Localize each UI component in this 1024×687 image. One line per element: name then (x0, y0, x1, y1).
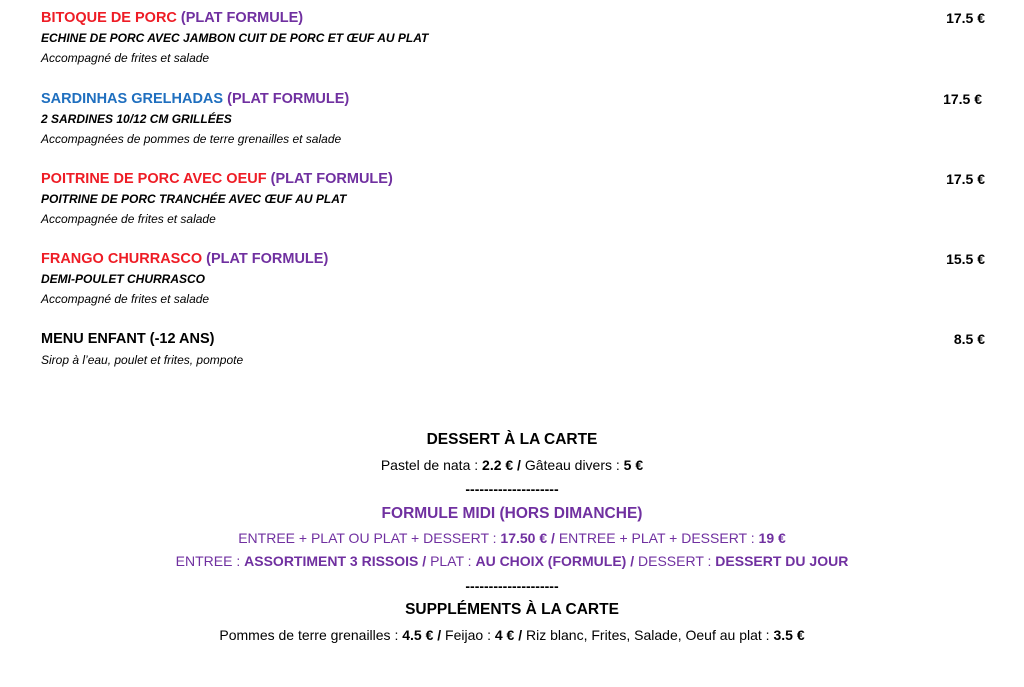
dish-menu-enfant (41, 329, 985, 370)
formule-price: 17.50 € / (500, 530, 559, 546)
supplement-price: 3.5 € (773, 627, 805, 643)
formule-price: 19 € (758, 530, 786, 546)
dish-poitrine-de-porc (41, 169, 985, 229)
dish-description: Sirop à l’eau, poulet et frites, pompote (41, 353, 244, 367)
formule-label: ENTREE + PLAT OU PLAT + DESSERT : (238, 530, 501, 546)
supplement-label: Feijao : (445, 627, 495, 643)
dish-description: Accompagné de frites et salade (41, 51, 210, 65)
dish-header (41, 329, 985, 349)
supplement-label: Riz blanc, Frites, Salade, Oeuf au plat : (526, 627, 774, 643)
dessert-item-price: 5 € (623, 457, 644, 473)
section-divider: -------------------- (465, 481, 559, 497)
dish-description: Accompagnée de frites et salade (41, 212, 216, 226)
dish-subtitle: DEMI-POULET CHURRASCO (41, 272, 205, 286)
dish-header (41, 249, 985, 269)
dish-name: SARDINHAS GRELHADAS (41, 91, 224, 107)
formule-line-1 (0, 527, 1024, 549)
supplements-title: SUPPLÉMENTS À LA CARTE (405, 601, 619, 618)
dish-name: FRANGO CHURRASCO (41, 251, 203, 267)
dish-tag: (PLAT FORMULE) (206, 251, 329, 267)
dessert-item-label: Pastel de nata : (380, 457, 483, 473)
dessert-title: DESSERT À LA CARTE (426, 431, 598, 448)
dessert-item-label: Gâteau divers : (524, 457, 624, 473)
dish-header (41, 169, 985, 189)
supplement-price: 4 € / (494, 627, 526, 643)
formule-line-2 (0, 550, 1024, 572)
dish-bitoque-de-porc (41, 8, 985, 68)
formule-label: PLAT : (430, 553, 476, 569)
dish-price: 17.5 € (946, 171, 985, 187)
dish-header (41, 8, 985, 28)
dish-tag: (PLAT FORMULE) (227, 91, 350, 107)
dish-sardinhas-grelhadas (41, 89, 985, 149)
formule-value: ASSORTIMENT 3 RISSOIS / (244, 553, 431, 569)
formule-value: AU CHOIX (FORMULE) / (475, 553, 638, 569)
formule-title: FORMULE MIDI (HORS DIMANCHE) (381, 505, 643, 522)
dish-price: 17.5 € (943, 91, 982, 107)
supplement-label: Pommes de terre grenailles : (219, 627, 403, 643)
dish-description: Accompagnées de pommes de terre grenailles et salade (41, 132, 342, 146)
supplements-line (0, 624, 1024, 646)
dish-subtitle: ECHINE DE PORC AVEC JAMBON CUIT DE PORC ET ŒUF AU PLAT (41, 31, 429, 45)
dish-subtitle: POITRINE DE PORC TRANCHÉE AVEC ŒUF AU PLAT (41, 192, 347, 206)
dish-description: Accompagné de frites et salade (41, 292, 210, 306)
formule-label: ENTREE : (175, 553, 245, 569)
dish-name: POITRINE DE PORC AVEC OEUF (41, 171, 267, 187)
dessert-line (0, 454, 1024, 476)
dish-name: MENU ENFANT (-12 ANS) (41, 331, 215, 347)
formule-value: DESSERT DU JOUR (715, 553, 849, 569)
dish-subtitle: 2 SARDINES 10/12 CM GRILLÉES (41, 112, 232, 126)
dish-frango-churrasco (41, 249, 985, 309)
formule-label: ENTREE + PLAT + DESSERT : (558, 530, 759, 546)
formule-label: DESSERT : (638, 553, 716, 569)
section-divider: -------------------- (465, 578, 559, 594)
dish-price: 8.5 € (953, 331, 985, 347)
supplement-price: 4.5 € / (402, 627, 446, 643)
dessert-item-price: 2.2 € / (482, 457, 525, 473)
dish-header (41, 89, 985, 109)
dish-price: 15.5 € (946, 251, 985, 267)
dish-price: 17.5 € (946, 10, 985, 26)
dish-tag: (PLAT FORMULE) (270, 171, 393, 187)
dish-tag: (PLAT FORMULE) (180, 10, 304, 26)
dish-name: BITOQUE DE PORC (41, 10, 177, 26)
